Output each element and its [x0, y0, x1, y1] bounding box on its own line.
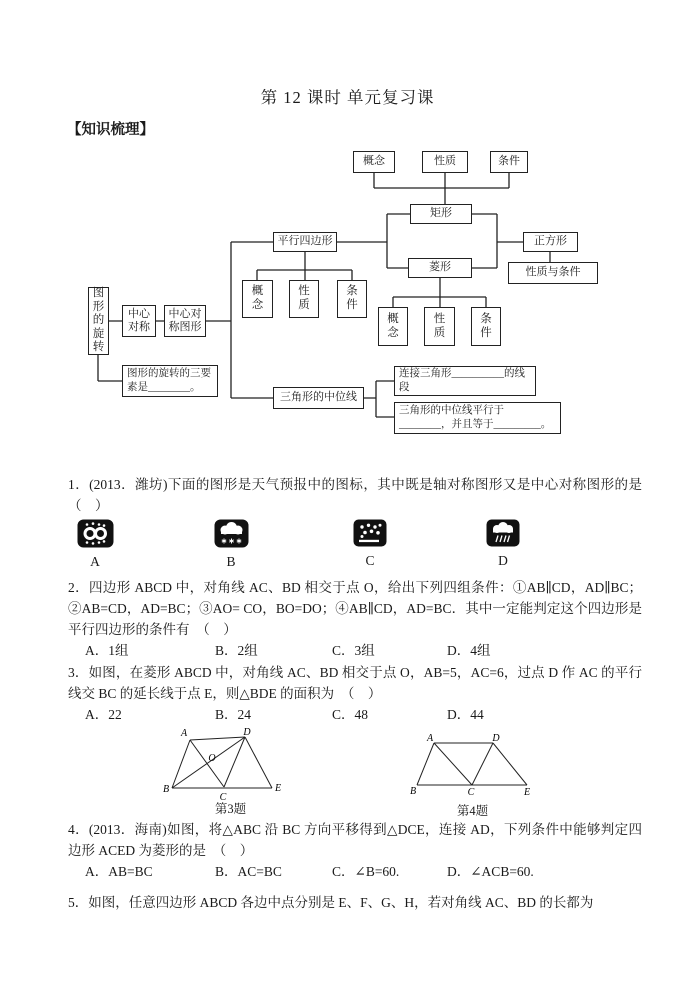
fig3-caption: 第3题 — [214, 802, 247, 816]
q2-option-d: D．4组 — [447, 643, 491, 658]
choice-a — [76, 519, 114, 570]
question-2-text: 2．四边形 ABCD 中，对角线 AC、BD 相交于点 O，给出下列四组条件：①AB∥CD，AD∥BC；②AB=CD，AD=BC；③AO= CO，BO=DO；④AB∥CD，AD=BC．其中一定能判定这个四边形是平行四边形的条件有 （ ） — [68, 580, 642, 637]
choice-d — [484, 519, 522, 569]
q3-option-a: A．22 — [85, 707, 122, 722]
question-3-options — [68, 704, 642, 725]
question-3-text: 3．如图，在菱形 ABCD 中，对角线 AC、BD 相交于点 O，AB=5，AC=6，过点 D 作 AC 的平行线交 BC 的延长线于点 E，则△BDE 的面积为 （ ） — [68, 665, 642, 701]
node-para-property: 性质 — [289, 280, 319, 318]
question-2-options — [68, 640, 642, 661]
node-central-symmetry: 中心对称 — [122, 305, 156, 337]
node-rhombus-concept: 概念 — [378, 307, 408, 346]
q4-option-d: D．∠ACB=60. — [447, 864, 534, 879]
node-rhombus-property: 性质 — [424, 307, 455, 346]
rhombus-diagram — [162, 727, 298, 803]
q2-option-a: A．1组 — [85, 643, 129, 658]
node-parallelogram: 平行四边形 — [273, 232, 337, 252]
q3-option-d: D．44 — [447, 707, 484, 722]
question-4-options — [68, 861, 642, 882]
node-central-symmetry-figure: 中心对称图形 — [164, 305, 206, 337]
node-concept-top: 概念 — [353, 151, 395, 173]
node-para-concept: 概念 — [242, 280, 273, 318]
fig3-label-o: O — [208, 753, 216, 764]
fig4-label-b: B — [409, 786, 417, 797]
node-rotation-three-elements: 图形的旋转的三要素是________。 — [122, 365, 218, 397]
question-1-text: 1．(2013．潍坊)下面的图形是天气预报中的图标，其中既是轴对称图形又是中心对称图形的是 （ ） — [68, 477, 656, 513]
node-midline-property: 三角形的中位线平行于________，并且等于_________。 — [394, 402, 561, 434]
choice-b — [212, 519, 250, 570]
node-figure-rotation: 图形的旋转 — [88, 287, 109, 355]
question-5 — [68, 892, 642, 913]
node-triangle-midline: 三角形的中位线 — [273, 387, 364, 409]
fig3-label-d: D — [243, 727, 251, 738]
node-para-condition: 条件 — [337, 280, 367, 318]
hail-icon — [353, 519, 387, 547]
q4-option-c: C．∠B=60. — [332, 864, 400, 879]
fig4-label-a: A — [426, 733, 434, 744]
node-property-top: 性质 — [422, 151, 468, 173]
q2-option-b: B．2组 — [215, 643, 258, 658]
node-square: 正方形 — [523, 232, 578, 252]
question-2 — [68, 577, 642, 661]
choice-b-label: B — [226, 554, 236, 569]
fog-icon — [77, 519, 114, 548]
fig4-label-c: C — [467, 787, 475, 798]
page-title: 第 12 课时 单元复习课 — [260, 88, 435, 107]
choice-a-label: A — [90, 554, 100, 569]
fig4-label-e: E — [523, 787, 531, 798]
choice-d-label: D — [498, 553, 508, 568]
q3-option-b: B．24 — [215, 707, 252, 722]
rain-icon — [486, 519, 520, 547]
fig4-caption: 第4题 — [456, 804, 489, 818]
fig3-label-e: E — [274, 783, 282, 794]
fig4-label-d: D — [492, 733, 500, 744]
node-rectangle: 矩形 — [410, 204, 472, 224]
section-heading: 【知识梳理】 — [67, 122, 154, 138]
question-5-text: 5．如图，任意四边形 ABCD 各边中点分别是 E、F、G、H，若对角线 AC、BD 的长都为 — [68, 895, 594, 910]
q2-option-c: C．3组 — [332, 643, 375, 658]
question-1-choices — [0, 519, 695, 569]
snow-icon — [214, 519, 249, 548]
node-square-note: 性质与条件 — [508, 262, 598, 284]
q4-option-b: B．AC=BC — [215, 864, 282, 879]
figure-question-3 — [163, 727, 298, 817]
question-4-text: 4．(2013．海南)如图，将△ABC 沿 BC 方向平移得到△DCE，连接 AD，下列条件中能够判定四边形 ACED 为菱形的是 （ ） — [68, 822, 642, 858]
knowledge-flowchart — [85, 145, 630, 445]
node-midline-definition: 连接三角形__________的线段 — [394, 366, 536, 396]
question-3 — [68, 662, 642, 725]
node-condition-top: 条件 — [490, 151, 528, 173]
figure-question-4 — [410, 733, 535, 819]
question-4 — [68, 819, 642, 882]
fig3-label-c: C — [219, 792, 227, 803]
q3-option-c: C．48 — [332, 707, 369, 722]
choice-c-label: C — [365, 553, 375, 568]
fig3-label-a: A — [180, 728, 188, 739]
translated-triangles-diagram — [409, 733, 535, 798]
node-rhombus-condition: 条件 — [471, 307, 501, 346]
node-rhombus: 菱形 — [408, 258, 472, 278]
fig3-label-b: B — [162, 784, 170, 795]
question-1 — [68, 474, 656, 516]
choice-c — [351, 519, 389, 569]
q4-option-a: A．AB=BC — [85, 864, 153, 879]
